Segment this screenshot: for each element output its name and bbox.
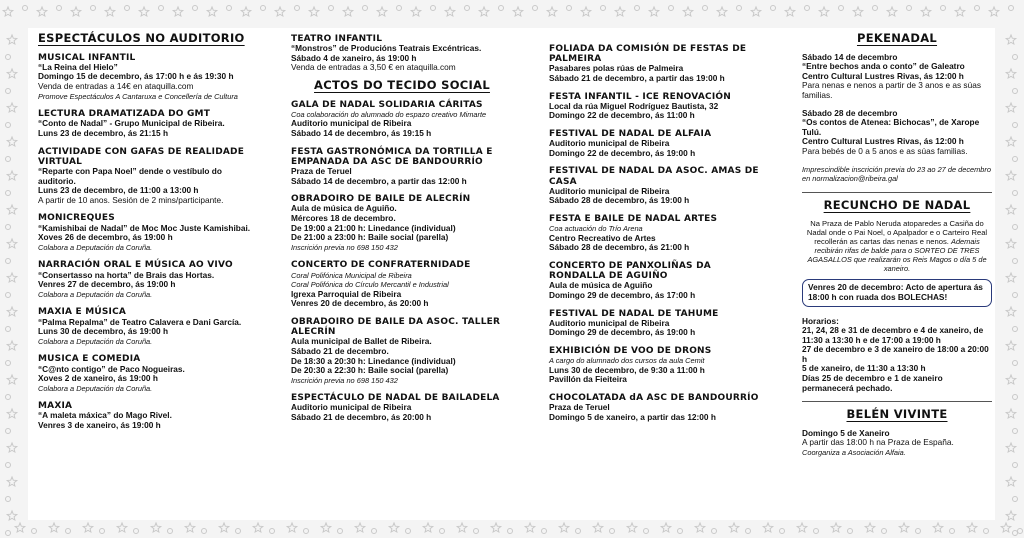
event-title: CHOCOLATADA dA ASC DE BANDOURRÍO: [549, 392, 759, 403]
event-item: [38, 354, 253, 393]
event-detail: Praza de Teruel: [549, 402, 610, 413]
event-title: OBRADOIRO DE BAILE DE ALECRÍN: [291, 194, 471, 205]
event-title: NARRACIÓN ORAL E MÚSICA AO VIVO: [38, 260, 233, 271]
event-title: OBRADOIRO DE BAILE DA ASOC. TALLER ALECRÍN: [291, 316, 501, 338]
event-item: [549, 129, 767, 158]
event-title: MUSICAL INFANTIL: [38, 52, 136, 63]
event-detail: De 20:30 a 22:30 h: Baile social (parella): [291, 365, 449, 376]
event-detail: A partir de 10 anos. Sesión de 2 mins/participante.: [38, 194, 224, 205]
event-item: [38, 307, 253, 346]
event-detail: Domingo 15 de decembro, ás 17:00 h e ás 19:30 h: [38, 71, 234, 82]
event-detail: “Conto de Nadal” - Grupo Municipal de Ribeira.: [38, 118, 225, 129]
event-detail: Venres 27 de decembro, ás 19:00 h: [38, 279, 176, 290]
event-detail: Auditorio municipal de Ribeira: [291, 118, 412, 129]
column-more-events: [549, 44, 767, 430]
event-detail: Igrexa Parroquial de Ribeira: [291, 288, 402, 299]
hours-line: 21, 24, 28 e 31 de decembro e 4 de xaneiro, de 11:30 a 13:30 h e de 17:00 a 19:00 h: [802, 325, 984, 345]
event-detail: “Palma Repalma” de Teatro Calavera e Dani García.: [38, 316, 242, 327]
event-title: LECTURA DRAMATIZADA DO GMT: [38, 109, 211, 120]
event-detail: Sábado 4 de xaneiro, ás 19:00 h: [291, 52, 417, 63]
event-detail: Domingo 22 de decembro, ás 19:00 h: [549, 147, 696, 158]
event-detail: “A maleta máxica” do Mago Rivel.: [38, 410, 172, 421]
event-detail: Centro Recreativo de Artes: [549, 232, 656, 243]
event-detail: Inscrición previa no 698 150 432: [291, 375, 398, 385]
event-detail: Sábado 14 de decembro, ás 19:15 h: [291, 127, 432, 138]
event-detail: Colabora a Deputación da Coruña.: [38, 383, 153, 393]
event-detail: “Consertasso na horta” de Brais das Hortas.: [38, 269, 215, 280]
event-title: MUSICA E COMEDIA: [38, 354, 141, 365]
hours-line: 5 de xaneiro, de 11:30 a 13:30 h: [802, 363, 926, 374]
event-detail: Sábado 21 de decembro.: [291, 345, 389, 356]
event-detail: Domingo 29 de decembro, ás 17:00 h: [549, 289, 696, 300]
event-detail: Xoves 26 de decembro, ás 19:00 h: [38, 232, 173, 243]
section-title-recuncho: RECUNCHO DE NADAL: [823, 197, 971, 212]
event-detail: Colabora a Deputación da Coruña.: [38, 336, 153, 346]
section-title-auditorio: ESPECTÁCULOS NO AUDITORIO: [38, 31, 245, 45]
event-detail: Sábado 28 de decembro, ás 21:00 h: [549, 242, 690, 253]
event-detail: Auditorio municipal de Ribeira: [549, 317, 670, 328]
event-detail: Domingo 5 de xaneiro, a partir das 12:00 h: [549, 411, 716, 422]
event-detail: Coral Polifónica Municipal de Ribeira: [291, 270, 412, 280]
event-detail: Colabora a Deputación da Coruña.: [38, 242, 153, 252]
event-detail: Para nenas e nenos a partir de 3 anos e as súas familias.: [802, 80, 981, 100]
event-title: MONICREQUES: [38, 213, 115, 224]
event-detail: Mércores 18 de decembro.: [291, 212, 396, 223]
event-item: [38, 401, 253, 430]
event-detail: Local da rúa Miguel Rodríguez Bautista, 32: [549, 100, 719, 111]
event-item: [291, 194, 513, 252]
event-detail: Auditorio municipal de Ribeira: [549, 185, 670, 196]
event-detail: Sábado 28 de decembro: [802, 107, 898, 118]
event-item: [38, 109, 253, 138]
event-detail: Luns 30 de decembro, de 9:30 a 11:00 h: [549, 364, 705, 375]
event-detail: “C@nto contigo” de Paco Nogueiras.: [38, 363, 185, 374]
event-title: MAXIA E MÚSICA: [38, 307, 127, 318]
event-detail: Inscrición previa no 698 150 432: [291, 242, 398, 252]
divider: [802, 192, 992, 193]
event-title: ESPECTÁCULO DE NADAL DE BAILADELA: [291, 393, 500, 404]
event-detail: De 18:30 a 20:30 h: Linedance (individual): [291, 355, 456, 366]
event-detail: “Monstros” de Producións Teatrais Excéntricas.: [291, 43, 482, 54]
event-item: [291, 393, 513, 422]
section-title-belen: BELÉN VIVINTE: [846, 407, 948, 422]
event-title: GALA DE NADAL SOLIDARIA CÁRITAS: [291, 99, 483, 110]
hours-line: Días 25 de decembro e 1 de xaneiro permanecerá pechado.: [802, 373, 943, 393]
event-detail: “Os contos de Atenea: Bichocas”, de Xarope Tulú.: [802, 117, 980, 137]
event-detail: “Kamishibai de Nadal” de Moc Moc Juste Kamishibai.: [38, 222, 251, 233]
event-detail: Xoves 2 de xaneiro, ás 19:00 h: [38, 373, 158, 384]
event-title: ACTIVIDADE CON GAFAS DE REALIDADE VIRTUAL: [38, 146, 245, 167]
event-item: [549, 346, 767, 385]
event-item: [549, 309, 767, 338]
event-detail: Luns 23 de decembro, ás 21:15 h: [38, 127, 169, 138]
event-title: FESTA GASTRONÓMICA DA TORTILLA E EMPANADA DA ASC DE BANDOURRÍO: [291, 146, 493, 167]
event-detail: De 21:00 a 23:00 h: Baile social (parella): [291, 232, 449, 243]
event-detail: Venda de entradas a 3,50 € en ataquilla.com: [291, 62, 456, 73]
event-detail: Auditorio municipal de Ribeira: [291, 402, 412, 413]
event-detail: Aula municipal de Ballet de Ribeira.: [291, 336, 432, 347]
event-title: FOLIADA DA COMISIÓN DE FESTAS DE PALMEIRA: [549, 44, 747, 65]
event-detail: Sábado 14 de decembro, a partir das 12:00 h: [291, 175, 467, 186]
section-title-pekenadal: PEKENADAL: [856, 31, 938, 45]
event-title: FESTIVAL DE NADAL DA ASOC. AMAS DE CASA: [549, 166, 759, 187]
event-detail: Sábado 14 de decembro: [802, 51, 898, 62]
opening-box: Venres 20 de decembro: Acto de apertura ás 18:00 h con ruada dos BOLECHAS!: [802, 279, 992, 306]
event-detail: A cargo do alumnado dos cursos da aula Cemit: [549, 356, 705, 366]
event-detail: Praza de Teruel: [291, 165, 352, 176]
event-item: [802, 53, 992, 101]
event-detail: Coral Polifónica do Círculo Mercantil e Industrial: [291, 280, 449, 290]
event-item: [549, 214, 767, 253]
event-item: [549, 92, 767, 121]
pekenadal-note: Imprescindible inscrición previa do 23 ao 27 de decembro en normalizacion@ribeira.gal: [802, 164, 991, 184]
event-detail: Colabora a Deputación da Coruña.: [38, 289, 153, 299]
event-item: [38, 260, 253, 299]
event-detail: Venres 3 de xaneiro, ás 19:00 h: [38, 420, 161, 431]
event-detail: Centro Cultural Lustres Rivas, ás 12:00 h: [802, 136, 964, 147]
event-detail: Domingo 5 de Xaneiro: [802, 427, 890, 438]
event-detail: Sábado 28 de decembro, ás 19:00 h: [549, 195, 690, 206]
event-detail: Aula de música de Aguiño: [549, 280, 653, 291]
event-title: CONCERTO DE PANXOLIÑAS DA RONDALLA DE AGUIÑO: [549, 260, 711, 282]
event-item: [38, 213, 253, 252]
divider: [802, 401, 992, 402]
event-detail: Luns 30 de decembro, ás 19:00 h: [38, 326, 169, 337]
event-item: [291, 260, 513, 309]
event-detail: Domingo 22 de decembro, ás 11:00 h: [549, 110, 695, 121]
event-detail: Pavillón da Fieiteira: [549, 374, 627, 385]
event-detail: Luns 23 de decembro, de 11:00 a 13:00 h: [38, 185, 199, 196]
event-detail: Sábado 21 de decembro, ás 20:00 h: [291, 412, 432, 423]
section-title-tecido-social: ACTOS DO TECIDO SOCIAL: [314, 77, 490, 92]
event-title: TEATRO INFANTIL: [291, 34, 383, 44]
event-item: [291, 147, 513, 187]
event-item: [38, 147, 253, 206]
event-title: MAXIA: [38, 401, 73, 412]
column-auditorio: [38, 31, 253, 439]
event-item: [291, 317, 513, 385]
event-detail: Venda de entradas a 14€ en ataquilla.com: [38, 80, 194, 91]
event-detail: Pasabares polas rúas de Palmeira: [549, 63, 684, 74]
event-item: [291, 100, 513, 139]
event-item: [802, 109, 992, 157]
event-item: [549, 261, 767, 301]
event-detail: Para bebés de 0 a 5 anos e as súas familias.: [802, 145, 968, 156]
event-detail: Coa actuación do Trío Arena: [549, 224, 643, 234]
event-item: [549, 166, 767, 206]
column-tecido-social: [291, 34, 513, 431]
event-item: [291, 34, 513, 73]
event-title: FESTA E BAILE DE NADAL ARTES: [549, 213, 718, 224]
event-title: EXHIBICIÓN DE VOO DE DRONS: [549, 345, 712, 356]
event-item: [549, 44, 767, 84]
event-title: FESTA INFANTIL - ICE RENOVACIÓN: [549, 91, 731, 102]
column-pekenadal: [802, 31, 992, 458]
event-title: FESTIVAL DE NADAL DE ALFAIA: [549, 128, 712, 139]
event-detail: Coorganiza a Asociación Alfaia.: [802, 448, 906, 458]
event-detail: Aula de música de Aguiño.: [291, 203, 397, 214]
event-detail: “Reparte con Papa Noel” dende o vestíbulo do auditorio.: [38, 165, 222, 186]
event-detail: Sábado 21 de decembro, a partir das 19:00 h: [549, 73, 725, 83]
event-detail: “Entre bechos anda o conto” de Galeatro: [802, 61, 965, 72]
event-item: [38, 53, 253, 102]
event-detail: Venres 20 de decembro, ás 20:00 h: [291, 298, 429, 309]
event-title: CONCERTO DE CONFRATERNIDADE: [291, 260, 471, 271]
event-detail: Auditorio municipal de Ribeira: [549, 138, 670, 149]
hours-title: Horarios:: [802, 315, 839, 326]
event-item: [549, 393, 767, 422]
event-detail: A partir das 18:00 h na Praza de España.: [802, 437, 954, 448]
event-detail: Promove Espectáculos A Cantaruxa e Concellería de Cultura: [38, 91, 238, 101]
event-detail: Domingo 29 de decembro, ás 19:00 h: [549, 327, 696, 338]
hours-line: 27 de decembro e 3 de xaneiro de 18:00 a 20:00 h: [802, 344, 989, 364]
event-detail: Coa colaboración do alumnado do espazo creativo Mimarte: [291, 109, 487, 119]
event-detail: De 19:00 a 21:00 h: Linedance (individual): [291, 222, 456, 233]
event-detail: Centro Cultural Lustres Rivas, ás 12:00 h: [802, 70, 964, 81]
recuncho-intro: Na Praza de Pablo Neruda atoparedes a Casiña do Nadal onde o Pai Noel, o Apalpador e o Carteiro Real recollerán as cartas das nenas e nenos. Ademais recibirán rifas de balde para o SORTEO DE TRES AGASALLOS que realizarán os Reis Magos o día 5 de xaneiro.: [806, 219, 988, 274]
event-title: FESTIVAL DE NADAL DE TAHUME: [549, 308, 719, 319]
event-detail: “La Reina del Hielo”: [38, 61, 118, 72]
